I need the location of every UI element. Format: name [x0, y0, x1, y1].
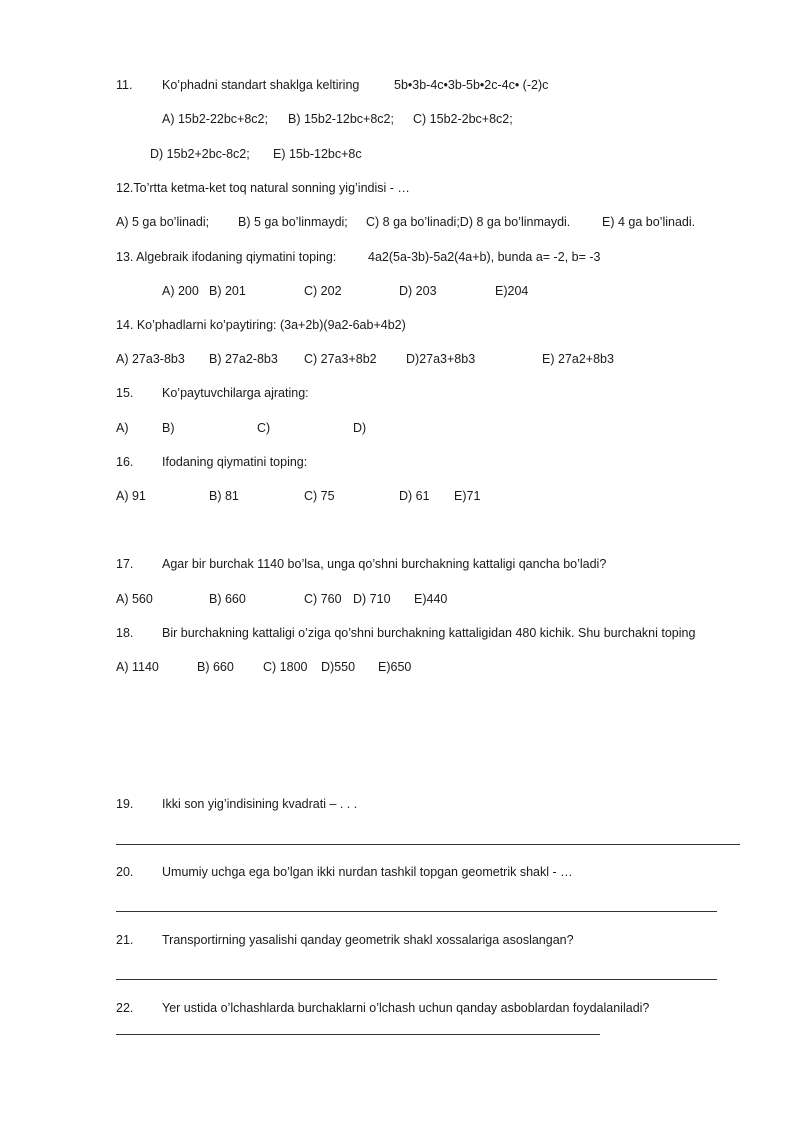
q14-text: 14. Ko’phadlarni ko’paytiring: (3a+2b)(9a2-6ab+4b2): [116, 318, 406, 332]
q18-option-b: B) 660: [197, 660, 234, 674]
q17-number: 17.: [116, 557, 134, 571]
q17-option-e: E)440: [414, 592, 448, 606]
q17-option-c: C) 760: [304, 592, 342, 606]
q17-option-d: D) 710: [353, 592, 391, 606]
q16-option-e: E)71: [454, 489, 481, 503]
q15-option-d: D): [353, 421, 367, 435]
q14-option-c: C) 27a3+8b2: [304, 352, 377, 366]
q11-option-e: E) 15b-12bc+8c: [273, 147, 362, 161]
q22-answer-line: [116, 1034, 600, 1035]
q16-text: Ifodaning qiymatini toping:: [162, 455, 308, 469]
q11-option-a: A) 15b2-22bc+8c2;: [162, 112, 268, 126]
q15-option-c: C): [257, 421, 271, 435]
q12-option-a: A) 5 ga bo’linadi;: [116, 215, 210, 229]
q18-text: Bir burchakning kattaligi o’ziga qo’shni burchakning kattaligidan 480 kichik. Shu burchakni toping: [162, 626, 696, 640]
q18-option-a: A) 1140: [116, 660, 159, 674]
q18-option-e: E)650: [378, 660, 412, 674]
q20-text: Umumiy uchga ega bo’lgan ikki nurdan tashkil topgan geometrik shakl - …: [162, 865, 573, 879]
q16-option-d: D) 61: [399, 489, 430, 503]
q11-text: Ko’phadni standart shaklga keltiring: [162, 78, 360, 92]
q21-answer-line: [116, 979, 717, 980]
q13-option-c: C) 202: [304, 284, 342, 298]
q14-option-b: B) 27a2-8b3: [209, 352, 278, 366]
q16-option-b: B) 81: [209, 489, 239, 503]
q15-option-a: A): [116, 421, 129, 435]
q19-answer-line: [116, 844, 740, 845]
q13-text: 13. Algebraik ifodaning qiymatini toping:: [116, 250, 337, 264]
q17-option-a: A) 560: [116, 592, 153, 606]
q13-option-d: D) 203: [399, 284, 437, 298]
q12-option-b: B) 5 ga bo’linmaydi;: [238, 215, 348, 229]
q11-option-c: C) 15b2-2bc+8c2;: [413, 112, 513, 126]
q14-option-a: A) 27a3-8b3: [116, 352, 185, 366]
q21-number: 21.: [116, 933, 134, 947]
q13-option-e: E)204: [495, 284, 529, 298]
q11-option-d: D) 15b2+2bc-8c2;: [150, 147, 250, 161]
q22-text: Yer ustida o’lchashlarda burchaklarni o’lchash uchun qanday asboblardan foydalaniladi?: [162, 1001, 650, 1015]
q14-option-e: E) 27a2+8b3: [542, 352, 614, 366]
q11-option-b: B) 15b2-12bc+8c2;: [288, 112, 394, 126]
q19-text: Ikki son yig’indisining kvadrati – . . .: [162, 797, 358, 811]
q12-option-e: E) 4 ga bo’linadi.: [602, 215, 696, 229]
q15-text: Ko’paytuvchilarga ajrating:: [162, 386, 309, 400]
q11-expression: 5b•3b-4c•3b-5b•2c-4c• (-2)c: [394, 78, 549, 92]
q16-option-a: A) 91: [116, 489, 146, 503]
q15-number: 15.: [116, 386, 134, 400]
q12-text: 12.To’rtta ketma-ket toq natural sonning yig’indisi - …: [116, 181, 410, 195]
q19-number: 19.: [116, 797, 134, 811]
q15-option-b: B): [162, 421, 175, 435]
q18-option-d: D)550: [321, 660, 356, 674]
q13-option-b: B) 201: [209, 284, 246, 298]
q20-answer-line: [116, 911, 717, 912]
q18-number: 18.: [116, 626, 134, 640]
q14-option-d: D)27a3+8b3: [406, 352, 476, 366]
q13-expression: 4a2(5a-3b)-5a2(4a+b), bunda a= -2, b= -3: [368, 250, 601, 264]
q16-option-c: C) 75: [304, 489, 335, 503]
q16-number: 16.: [116, 455, 134, 469]
q13-option-a: A) 200: [162, 284, 199, 298]
q12-option-cd: C) 8 ga bo’linadi;D) 8 ga bo’linmaydi.: [366, 215, 571, 229]
q21-text: Transportirning yasalishi qanday geometrik shakl xossalariga asoslangan?: [162, 933, 574, 947]
q18-option-c: C) 1800: [263, 660, 308, 674]
q20-number: 20.: [116, 865, 134, 879]
q11-number: 11.: [116, 78, 133, 92]
q17-text: Agar bir burchak 1140 bo’lsa, unga qo’shni burchakning kattaligi qancha bo’ladi?: [162, 557, 607, 571]
q22-number: 22.: [116, 1001, 134, 1015]
q17-option-b: B) 660: [209, 592, 246, 606]
